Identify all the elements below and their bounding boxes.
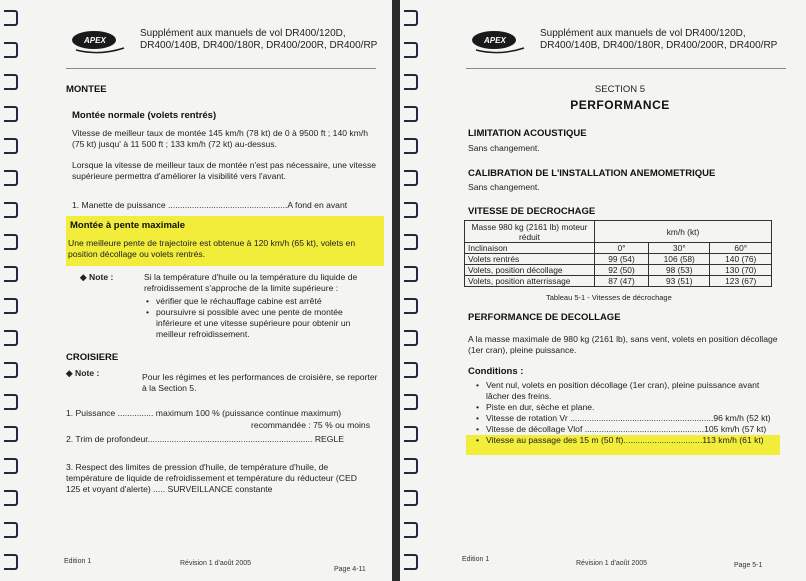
footer-page: Page 4-11 — [334, 566, 366, 573]
footer-revision: Révision 1 d'août 2005 — [576, 560, 647, 567]
stall-title: VITESSE DE DECROCHAGE — [468, 206, 596, 217]
mass-cell: Masse 980 kg (2161 lb) moteur réduit — [465, 221, 595, 243]
item-power: 1. Puissance ............... maximum 100 % (puissance continue maximum) — [66, 408, 342, 418]
cruise-note-text: Pour les régimes et les performances de croisière, se reporter à la Section 5. — [142, 372, 378, 393]
note-bullet: • vérifier que le réchauffage cabine est arrêté — [144, 296, 380, 307]
conditions-title: Conditions : — [468, 366, 524, 377]
acoustic-title: LIMITATION ACOUSTIQUE — [468, 128, 587, 139]
table-row: Volets rentrés 99 (54) 106 (58) 140 (76) — [465, 254, 772, 265]
header-text: Supplément aux manuels de vol DR400/120D, DR400/140B, DR400/180R, DR400/200R, DR400/RP — [140, 28, 378, 51]
footer-page: Page 5-1 — [734, 562, 763, 569]
calibration-title: CALIBRATION DE L'INSTALLATION ANEMOMETRIQUE — [468, 168, 716, 179]
acoustic-text: Sans changement. — [468, 143, 540, 153]
left-page — [0, 0, 392, 581]
angle-cell: 60° — [710, 243, 772, 254]
cruise-title: CROISIERE — [66, 352, 119, 363]
item-throttle: 1. Manette de puissance ..................................................A fond en avant — [72, 200, 348, 210]
stall-table — [464, 220, 772, 287]
subtitle: Montée normale (volets rentrés) — [72, 110, 217, 121]
table-row: Volets, position décollage 92 (50) 98 (53) 130 (70) — [465, 265, 772, 276]
note-bullets — [144, 296, 380, 340]
cruise-note-label: ◆ Note : — [66, 368, 100, 378]
note-bullet: • poursuivre si possible avec une pente de montée inférieure et une vitesse supérieure pour obtenir un meilleur refroidissement. — [144, 307, 380, 340]
conditions-list — [474, 380, 774, 446]
footer-edition: Edition 1 — [462, 556, 490, 563]
max-climb-title: Montée à pente maximale — [70, 220, 186, 231]
takeoff-title: PERFORMANCE DE DECOLLAGE — [468, 312, 621, 323]
condition-item: • Vitesse de décollage Vlof ..................................................105 km/h (57 kt) — [474, 424, 774, 435]
footer-edition: Edition 1 — [64, 558, 92, 565]
header-text: Supplément aux manuels de vol DR400/120D, DR400/140B, DR400/180R, DR400/200R, DR400/RP — [540, 28, 778, 51]
unit-cell: km/h (kt) — [595, 221, 772, 243]
header-rule — [466, 68, 786, 69]
section-number: SECTION 5 — [594, 84, 646, 95]
svg-text:APEX: APEX — [484, 36, 506, 45]
note-label: ◆ Note : — [80, 272, 114, 282]
condition-item: • Piste en dur, sèche et plane. — [474, 402, 774, 413]
section-title: MONTEE — [66, 84, 107, 95]
apex-logo — [470, 26, 528, 56]
spiral-binding — [0, 0, 24, 581]
condition-item: • Vent nul, volets en position décollage (1er cran), pleine puissance avant lâcher des freins. — [474, 380, 774, 402]
header-rule — [66, 68, 376, 69]
paragraph-climb-rate: Vitesse de meilleur taux de montée 145 km/h (78 kt) de 0 à 9500 ft ; 140 km/h (75 kt) jusqu' à 11 500 ft ; 133 km/h (72 kt) au-dessus. — [72, 128, 369, 149]
section-title: PERFORMANCE — [570, 98, 670, 112]
svg-text:APEX: APEX — [84, 36, 106, 45]
footer-revision: Révision 1 d'août 2005 — [180, 560, 251, 567]
item-power-recommended: recommandée : 75 % ou moins — [251, 420, 370, 430]
angle-cell: 0° — [595, 243, 649, 254]
angle-cell: 30° — [649, 243, 710, 254]
condition-item: • Vitesse au passage des 15 m (50 ft).................................113 km/h (61 kt) — [474, 435, 774, 446]
max-climb-text: Une meilleure pente de trajectoire est obtenue à 120 km/h (65 kt), volets en position décollage ou volets rentrés. — [68, 238, 356, 259]
item-trim: 2. Trim de profondeur..................................................................... REGLE — [66, 434, 344, 444]
right-page — [400, 0, 806, 581]
calibration-text: Sans changement. — [468, 182, 540, 192]
apex-logo — [70, 26, 128, 56]
paragraph-visibility: Lorsque la vitesse de meilleur taux de montée n'est pas nécessaire, une vitesse supérieure permettra d'améliorer la visibilité vers l'avant. — [72, 160, 377, 181]
inclination-cell: Inclinaison — [465, 243, 595, 254]
note-text: Si la température d'huile ou la température du liquide de refroidissement s'approche de la limite supérieure : — [144, 272, 358, 293]
table-caption: Tableau 5-1 - Vitesses de décrochage — [546, 293, 672, 302]
item-limits: 3. Respect des limites de pression d'huile, de température d'huile, de température de liquide de refroidissement et température du réducteur (CED 125 et voyant d'alerte) ..... SURVEILLANCE constante — [66, 462, 357, 494]
table-row: Volets, position atterrissage 87 (47) 93 (51) 123 (67) — [465, 276, 772, 287]
condition-item: • Vitesse de rotation Vr ............................................................96 km/h (52 kt) — [474, 413, 774, 424]
takeoff-text: A la masse maximale de 980 kg (2161 lb), sans vent, volets en position décollage (1er cran), pleine puissance. — [468, 334, 778, 355]
